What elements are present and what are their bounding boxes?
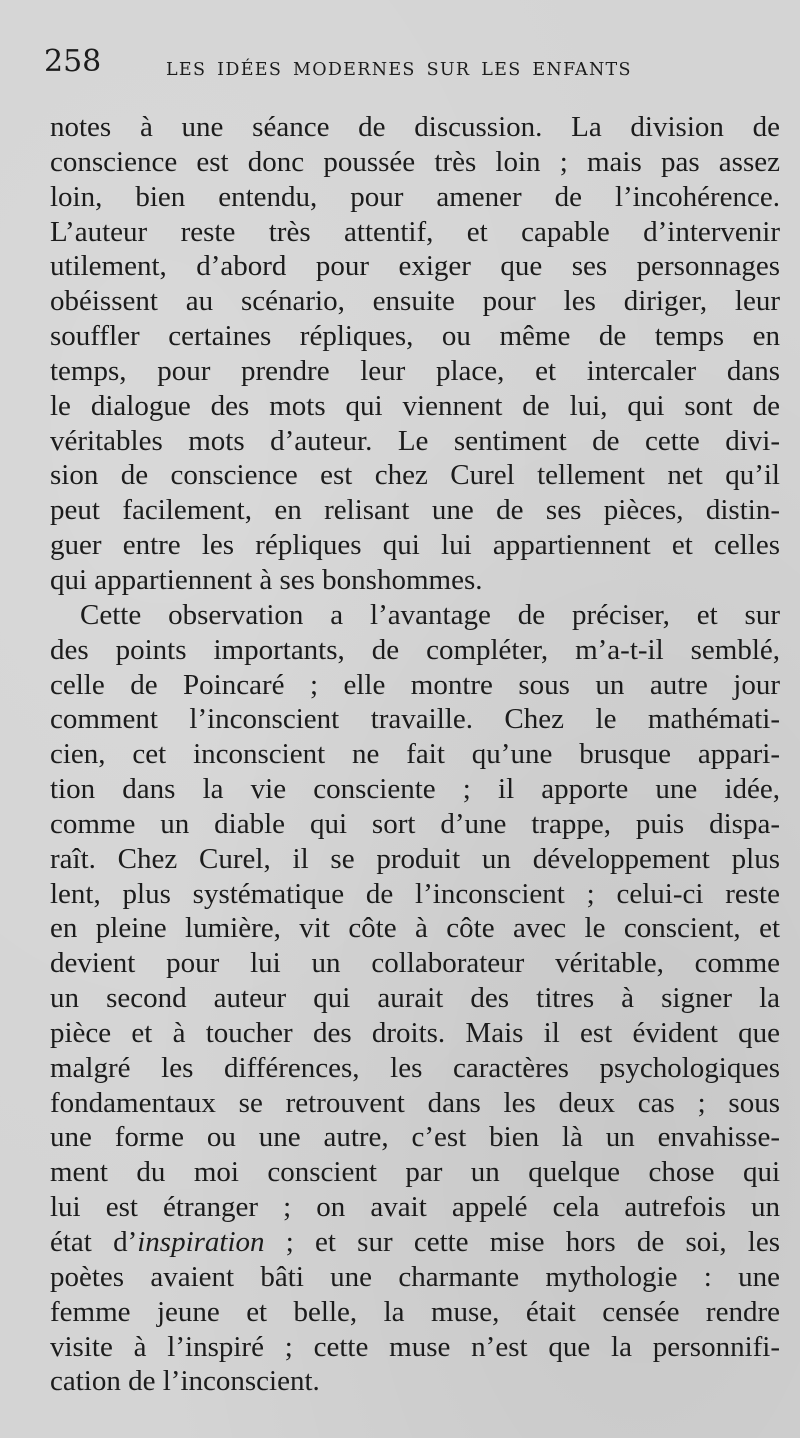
text-line: obéissent au scénario, ensuite pour les diriger, leur bbox=[50, 285, 780, 318]
text-line: celle de Poincaré ; elle montre sous un autre jour bbox=[50, 668, 780, 701]
running-title: LES IDÉES MODERNES SUR LES ENFANTS bbox=[166, 60, 632, 80]
text-line: raît. Chez Curel, il se produit un développement plus bbox=[50, 842, 780, 875]
text-line: peut facilement, en relisant une de ses pièces, distin- bbox=[50, 494, 780, 527]
text-line: un second auteur qui aurait des titres à signer la bbox=[50, 982, 780, 1015]
text-line: L’auteur reste très attentif, et capable d’intervenir bbox=[50, 215, 780, 248]
text-line: pièce et à toucher des droits. Mais il est évident que bbox=[50, 1016, 780, 1049]
text-line: conscience est donc poussée très loin ; mais pas assez bbox=[50, 145, 780, 178]
text-line: utilement, d’abord pour exiger que ses personnages bbox=[50, 250, 780, 283]
text-line: le dialogue des mots qui viennent de lui, qui sont de bbox=[50, 389, 780, 422]
text-line: comme un diable qui sort d’une trappe, puis dispa- bbox=[50, 807, 780, 840]
text-line: fondamentaux se retrouvent dans les deux cas ; sous bbox=[50, 1086, 780, 1119]
text-segment: ; et sur cette mise hors de soi, les bbox=[264, 1226, 780, 1258]
text-line: visite à l’inspiré ; cette muse n’est que la personnifi- bbox=[50, 1330, 780, 1363]
text-line: devient pour lui un collaborateur véritable, comme bbox=[50, 947, 780, 980]
text-line: sion de conscience est chez Curel tellement net qu’il bbox=[50, 459, 780, 492]
text-line: souffler certaines répliques, ou même de temps en bbox=[50, 320, 780, 353]
text-line: lui est étranger ; on avait appelé cela autrefois un bbox=[50, 1191, 780, 1224]
running-head bbox=[44, 44, 784, 84]
body-text bbox=[50, 110, 780, 1399]
text-line: véritables mots d’auteur. Le sentiment de cette divi- bbox=[50, 424, 780, 457]
text-line: cation de l’inconscient. bbox=[50, 1365, 320, 1398]
text-line: temps, pour prendre leur place, et intercaler dans bbox=[50, 354, 780, 387]
text-line: lent, plus systématique de l’inconscient ; celui-ci reste bbox=[50, 877, 780, 910]
text-line: qui appartiennent à ses bonshommes. bbox=[50, 563, 483, 596]
text-line: des points importants, de compléter, m’a-t-il semblé, bbox=[50, 633, 780, 666]
text-line: femme jeune et belle, la muse, était censée rendre bbox=[50, 1295, 780, 1328]
text-line: une forme ou une autre, c’est bien là un envahisse- bbox=[50, 1121, 780, 1154]
text-line: tion dans la vie consciente ; il apporte une idée, bbox=[50, 773, 780, 806]
text-line: en pleine lumière, vit côte à côte avec le conscient, et bbox=[50, 912, 780, 945]
text-line: comment l’inconscient travaille. Chez le mathémati- bbox=[50, 703, 780, 736]
text-segment: état d’ bbox=[50, 1226, 138, 1258]
text-line: ment du moi conscient par un quelque chose qui bbox=[50, 1156, 780, 1189]
italic-word: inspiration bbox=[137, 1226, 265, 1258]
text-line: poètes avaient bâti une charmante mythologie : une bbox=[50, 1260, 780, 1293]
text-line: malgré les différences, les caractères psychologiques bbox=[50, 1051, 780, 1084]
page-number: 258 bbox=[44, 44, 102, 79]
text-line: cien, cet inconscient ne fait qu’une brusque appari- bbox=[50, 738, 780, 771]
text-line: loin, bien entendu, pour amener de l’incohérence. bbox=[50, 180, 780, 213]
text-line-mixed bbox=[50, 1225, 780, 1260]
text-line: notes à une séance de discussion. La division de bbox=[50, 111, 780, 143]
text-line: guer entre les répliques qui lui appartiennent et celles bbox=[50, 529, 780, 562]
paragraph-start-line: Cette observation a l’avantage de préciser, et sur bbox=[80, 598, 780, 631]
